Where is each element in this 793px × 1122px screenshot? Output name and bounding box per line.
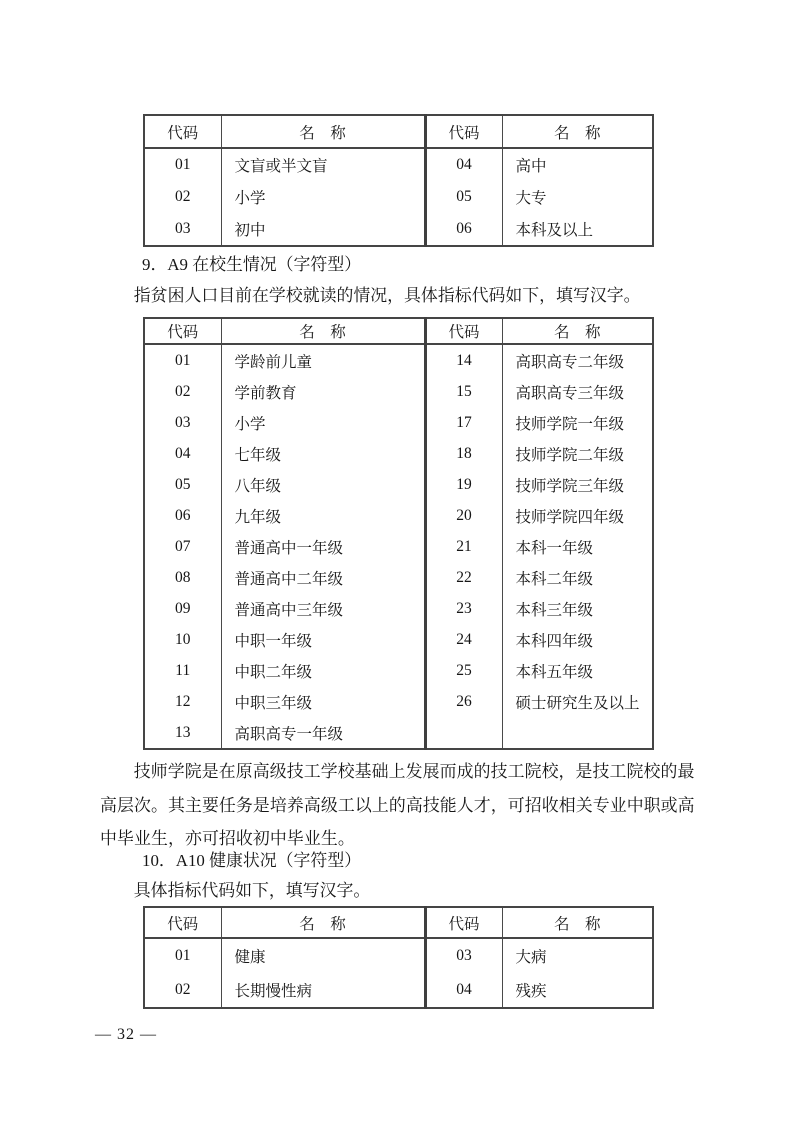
- code-cell: 04: [425, 973, 502, 1008]
- name-cell: 中职三年级: [221, 686, 425, 717]
- table-row: [144, 500, 653, 531]
- code-cell: 03: [175, 220, 191, 237]
- code-cell: 14: [425, 344, 502, 376]
- table-row: [144, 531, 653, 562]
- column-header-code: 代码: [425, 318, 502, 344]
- technician-college-note: [100, 755, 696, 856]
- section-10-description: 具体指标代码如下，填写汉字。: [133, 881, 371, 900]
- name-cell: 九年级: [221, 500, 425, 531]
- code-cell: 17: [425, 407, 502, 438]
- code-cell: 01: [175, 947, 191, 964]
- column-header-name: 名 称: [221, 907, 425, 938]
- code-cell: 26: [425, 686, 502, 717]
- name-cell: 初中: [221, 213, 425, 246]
- health-status-table: [143, 906, 654, 1009]
- name-cell: 大专: [502, 181, 653, 213]
- code-cell: 10: [175, 630, 191, 648]
- column-header-code: 代码: [144, 318, 221, 344]
- code-cell: 09: [175, 599, 191, 617]
- code-cell: 02: [175, 981, 191, 998]
- code-cell: 04: [425, 148, 502, 181]
- code-cell: 03: [425, 938, 502, 973]
- code-cell: 03: [175, 413, 191, 431]
- name-cell: 技师学院四年级: [502, 500, 653, 531]
- code-cell: 18: [425, 438, 502, 469]
- code-cell: 15: [425, 376, 502, 407]
- column-header-code: 代码: [144, 115, 221, 148]
- name-cell: 本科五年级: [502, 655, 653, 686]
- name-cell: 高中: [502, 148, 653, 181]
- column-header-name: 名 称: [502, 907, 653, 938]
- table-header-row: [144, 907, 653, 938]
- table-row: [144, 469, 653, 500]
- name-cell: 小学: [221, 181, 425, 213]
- table-row: [144, 148, 653, 181]
- code-cell: 01: [175, 156, 191, 173]
- table-header-row: [144, 318, 653, 344]
- paragraph-line: 中毕业生，亦可招收初中毕业生。: [100, 829, 355, 848]
- name-cell: 技师学院三年级: [502, 469, 653, 500]
- code-cell: [425, 717, 502, 749]
- column-header-code: 代码: [425, 115, 502, 148]
- table-row: [144, 376, 653, 407]
- code-cell: 11: [175, 661, 191, 679]
- code-cell: 25: [425, 655, 502, 686]
- table-row: [144, 213, 653, 246]
- table-row: [144, 438, 653, 469]
- name-cell: 技师学院二年级: [502, 438, 653, 469]
- name-cell: 学前教育: [221, 376, 425, 407]
- name-cell: 本科二年级: [502, 562, 653, 593]
- name-cell: 本科一年级: [502, 531, 653, 562]
- name-cell: 学龄前儿童: [221, 344, 425, 376]
- code-cell: 06: [175, 506, 191, 524]
- code-cell: 20: [425, 500, 502, 531]
- name-cell: 普通高中三年级: [221, 593, 425, 624]
- table-row: [144, 686, 653, 717]
- table-row: [144, 593, 653, 624]
- column-header-name: 名 称: [502, 318, 653, 344]
- table-row: [144, 562, 653, 593]
- name-cell: 大病: [502, 938, 653, 973]
- name-cell: 本科三年级: [502, 593, 653, 624]
- name-cell: 普通高中一年级: [221, 531, 425, 562]
- page-number: — 32 —: [95, 1026, 157, 1043]
- code-cell: 19: [425, 469, 502, 500]
- code-cell: 04: [175, 444, 191, 462]
- code-cell: 06: [425, 213, 502, 246]
- name-cell: 本科四年级: [502, 624, 653, 655]
- name-cell: 中职二年级: [221, 655, 425, 686]
- name-cell: 八年级: [221, 469, 425, 500]
- section-9-description: 指贫困人口目前在学校就读的情况，具体指标代码如下，填写汉字。: [133, 286, 641, 305]
- name-cell: 高职高专三年级: [502, 376, 653, 407]
- code-cell: 02: [175, 382, 191, 400]
- column-header-code: 代码: [144, 907, 221, 938]
- paragraph-line: 技师学院是在原高级技工学校基础上发展而成的技工院校，是技工院校的最: [133, 762, 695, 781]
- code-cell: 13: [175, 723, 191, 741]
- name-cell: 高职高专二年级: [502, 344, 653, 376]
- code-cell: 21: [425, 531, 502, 562]
- code-cell: 24: [425, 624, 502, 655]
- name-cell: 中职一年级: [221, 624, 425, 655]
- name-cell: 文盲或半文盲: [221, 148, 425, 181]
- table-row: [144, 655, 653, 686]
- name-cell: 健康: [221, 938, 425, 973]
- code-cell: 05: [175, 475, 191, 493]
- name-cell: 长期慢性病: [221, 973, 425, 1008]
- column-header-name: 名 称: [221, 318, 425, 344]
- table-row: [144, 344, 653, 376]
- name-cell: 残疾: [502, 973, 653, 1008]
- column-header-name: 名 称: [221, 115, 425, 148]
- name-cell: 高职高专一年级: [221, 717, 425, 749]
- name-cell: 硕士研究生及以上: [502, 686, 653, 717]
- table-row: [144, 717, 653, 749]
- code-cell: 12: [175, 692, 191, 710]
- code-cell: 01: [175, 351, 191, 369]
- code-cell: 07: [175, 537, 191, 555]
- table-row: [144, 973, 653, 1008]
- code-cell: 23: [425, 593, 502, 624]
- name-cell: 普通高中二年级: [221, 562, 425, 593]
- name-cell: 七年级: [221, 438, 425, 469]
- section-10-heading: 10．A10 健康状况（字符型）: [142, 851, 362, 870]
- code-cell: 02: [175, 188, 191, 205]
- enrollment-status-table: [143, 317, 654, 750]
- name-cell: 小学: [221, 407, 425, 438]
- code-cell: 05: [425, 181, 502, 213]
- code-cell: 08: [175, 568, 191, 586]
- table-row: [144, 938, 653, 973]
- table-row: [144, 181, 653, 213]
- code-cell: 22: [425, 562, 502, 593]
- section-9-heading: 9．A9 在校生情况（字符型）: [142, 255, 362, 274]
- table-row: [144, 407, 653, 438]
- table-header-row: [144, 115, 653, 148]
- table-row: [144, 624, 653, 655]
- name-cell: 技师学院一年级: [502, 407, 653, 438]
- education-level-table: [143, 114, 654, 247]
- column-header-name: 名 称: [502, 115, 653, 148]
- name-cell: [502, 717, 653, 749]
- paragraph-line: 高层次。其主要任务是培养高级工以上的高技能人才，可招收相关专业中职或高: [100, 795, 695, 815]
- name-cell: 本科及以上: [502, 213, 653, 246]
- column-header-code: 代码: [425, 907, 502, 938]
